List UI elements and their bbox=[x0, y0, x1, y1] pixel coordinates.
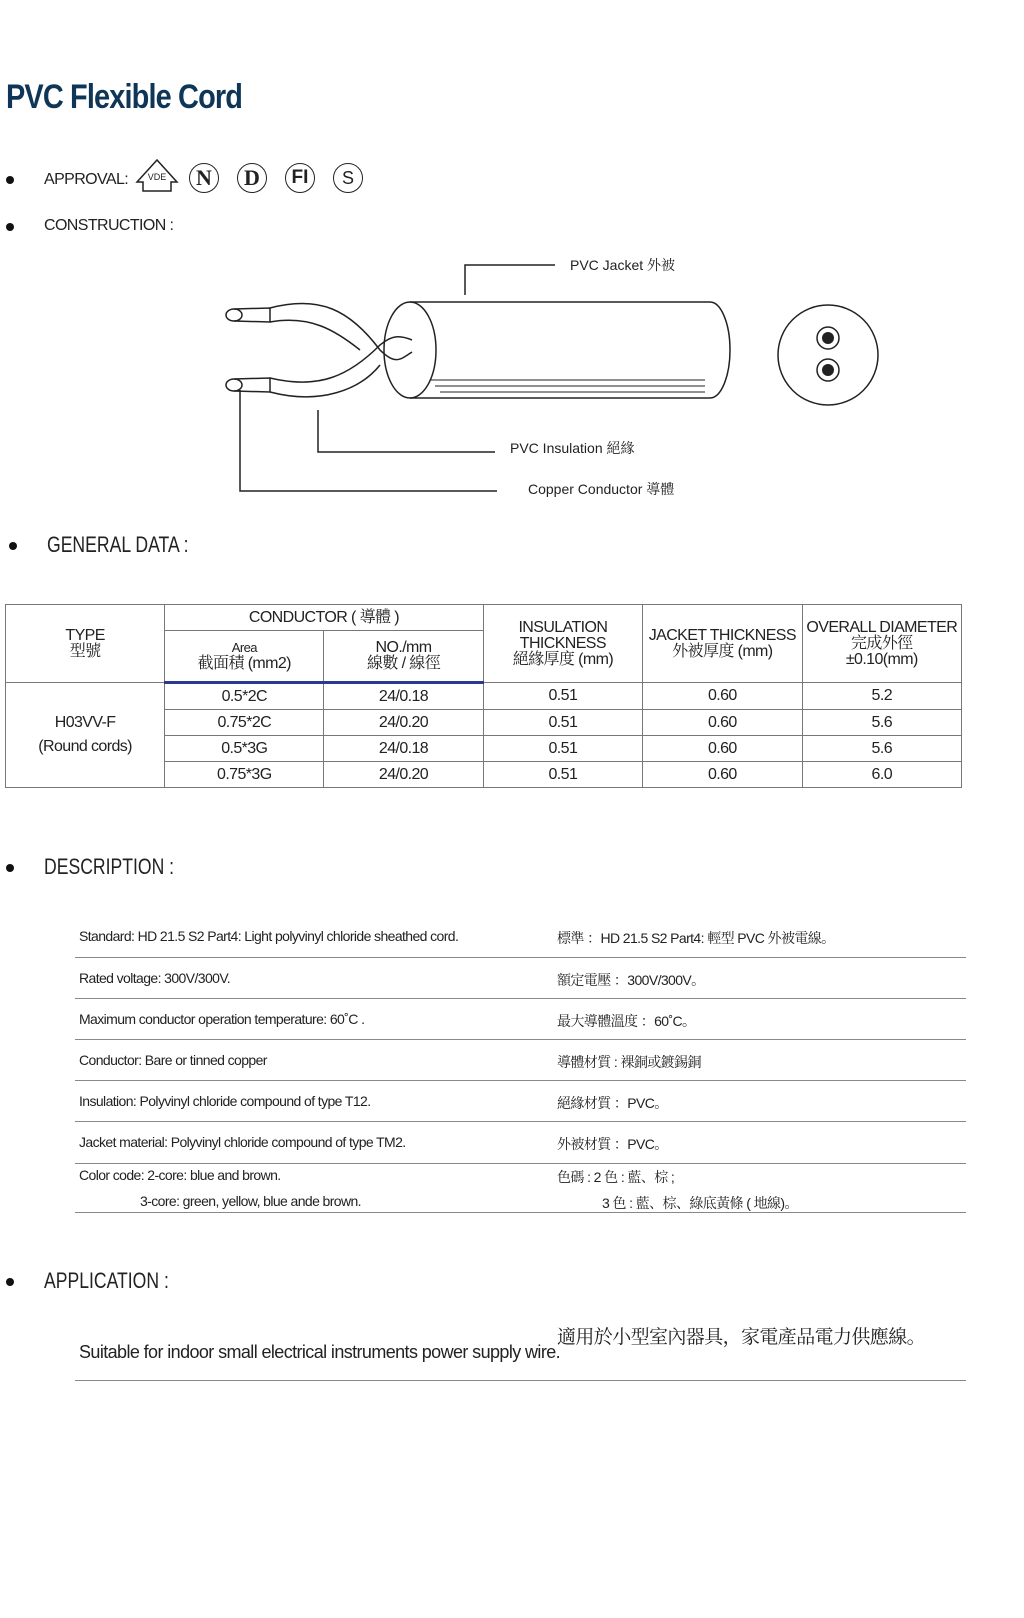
general-data-label: GENERAL DATA : bbox=[47, 532, 189, 557]
type-cell: H03VV-F (Round cords) bbox=[6, 683, 165, 788]
insulation-callout: PVC Insulation 絕緣 bbox=[510, 440, 635, 456]
header-conductor: CONDUCTOR ( 導體 ) bbox=[165, 605, 483, 631]
approval-label: APPROVAL: bbox=[44, 171, 129, 188]
s-mark-icon: S bbox=[333, 163, 363, 193]
header-jacket: JACKET THICKNESS 外被厚度 (mm) bbox=[643, 605, 802, 683]
conductor-callout: Copper Conductor 導體 bbox=[528, 481, 675, 497]
header-area: Area 截面積 (mm2) bbox=[165, 631, 324, 683]
vde-mark-text: VDE bbox=[147, 172, 167, 182]
description-row: Insulation: Polyvinyl chloride compound of type T12. 絕緣材質 ：PVC。 bbox=[75, 1081, 966, 1122]
header-diameter: OVERALL DIAMETER 完成外徑 ±0.10(mm) bbox=[802, 605, 961, 683]
description-row: Rated voltage: 300V/300V. 額定電壓 ：300V/300V。 bbox=[75, 958, 966, 999]
header-type: TYPE 型號 bbox=[6, 605, 165, 683]
description-row: Conductor: Bare or tinned copper 導體材質 : 裸銅或鍍錫銅 bbox=[75, 1040, 966, 1081]
table-row: 0.75*3G 24/0.20 0.51 0.60 6.0 bbox=[6, 762, 962, 788]
vde-mark-icon bbox=[135, 158, 179, 194]
construction-label: CONSTRUCTION : bbox=[44, 217, 174, 234]
cable-construction-diagram bbox=[0, 240, 1024, 510]
d-mark-icon: D bbox=[237, 163, 267, 193]
color-code-row: Color code: 2-core: blue and brown. 3-core: green, yellow, blue ande brown. 色碼 : 2 色 : 藍、棕 ; 3 色 : 藍、棕、綠底黃條 ( 地線)。 bbox=[75, 1164, 966, 1213]
description-label: DESCRIPTION : bbox=[44, 854, 175, 879]
table-row: 0.75*2C 24/0.20 0.51 0.60 5.6 bbox=[6, 710, 962, 736]
bullet bbox=[6, 1278, 14, 1286]
description-row: Maximum conductor operation temperature: 60˚C . 最大導體溫度 ：60˚C。 bbox=[75, 999, 966, 1040]
jacket-callout: PVC Jacket 外被 bbox=[570, 257, 676, 273]
application-label: APPLICATION : bbox=[44, 1268, 169, 1293]
header-insulation: INSULATION THICKNESS 絕緣厚度 (mm) bbox=[483, 605, 642, 683]
n-mark-icon: N bbox=[189, 163, 219, 193]
bullet bbox=[6, 223, 14, 231]
description-row: Jacket material: Polyvinyl chloride compound of type TM2. 外被材質 ：PVC。 bbox=[75, 1122, 966, 1164]
bullet bbox=[6, 176, 14, 184]
description-row: Standard: HD 21.5 S2 Part4: Light polyvinyl chloride sheathed cord. 標準 ：HD 21.5 S2 Part4: 輕型 PVC 外被電線。 bbox=[75, 916, 966, 958]
bullet bbox=[9, 542, 17, 550]
general-data-table bbox=[5, 604, 962, 788]
fi-mark-icon: FI bbox=[285, 163, 315, 193]
header-no-mm: NO./mm 線數 / 線徑 bbox=[324, 631, 483, 683]
application-row: Suitable for indoor small electrical instruments power supply wire. 適用於小型室內器具，家電產品電力供應線。 bbox=[75, 1320, 966, 1381]
table-row: H03VV-F (Round cords) 0.5*2C 24/0.18 0.51 0.60 5.2 bbox=[6, 683, 962, 710]
page-title: PVC Flexible Cord bbox=[6, 78, 243, 116]
bullet bbox=[6, 864, 14, 872]
table-row: 0.5*3G 24/0.18 0.51 0.60 5.6 bbox=[6, 736, 962, 762]
